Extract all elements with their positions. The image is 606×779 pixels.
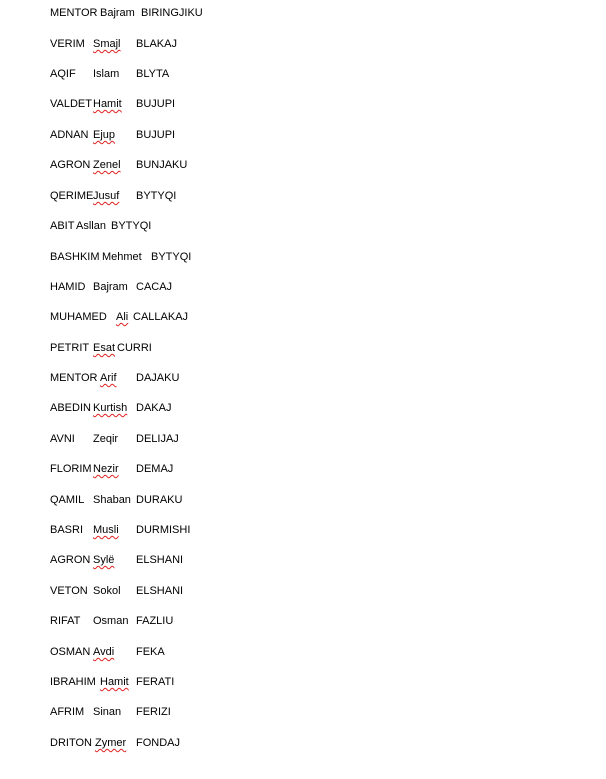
last-name: BLAKAJ [136, 38, 177, 50]
first-name: ABEDIN [50, 402, 91, 414]
last-name: CALLAKAJ [133, 311, 189, 323]
first-name: AVNI [50, 433, 75, 445]
first-name: ABIT [50, 220, 75, 232]
last-name: DURMISHI [136, 524, 191, 536]
middle-name: Sokol [93, 585, 121, 597]
first-name: DRITON [50, 737, 92, 749]
first-name: MENTOR [50, 372, 98, 384]
middle-name: Sylë [93, 554, 115, 566]
first-name: QAMIL [50, 494, 85, 506]
last-name: ELSHANI [136, 585, 184, 597]
middle-name: Osman [93, 615, 129, 627]
first-name: BASHKIM [50, 251, 100, 263]
first-name: BASRI [50, 524, 84, 536]
middle-name: Kurtish [93, 402, 128, 414]
first-name: RIFAT [50, 615, 81, 627]
middle-name: Zenel [93, 159, 121, 171]
last-name: BUJUPI [136, 129, 176, 141]
last-name: FEKA [136, 646, 165, 658]
first-name: ADNAN [50, 129, 89, 141]
last-name: BYTYQI [151, 251, 192, 263]
first-name: PETRIT [50, 342, 90, 354]
first-name: MUHAMED [50, 311, 107, 323]
last-name: ELSHANI [136, 554, 184, 566]
first-name: AGRON [50, 554, 91, 566]
last-name: FONDAJ [136, 737, 180, 749]
middle-name: Ali [116, 311, 129, 323]
last-name: CACAJ [136, 281, 173, 293]
last-name: BLYTA [136, 68, 170, 80]
first-name: AQIF [50, 68, 76, 80]
last-name: DAJAKU [136, 372, 180, 384]
last-name: FAZLIU [136, 615, 174, 627]
middle-name: Mehmet [102, 251, 142, 263]
middle-name: Esat [93, 342, 116, 354]
middle-name: Musli [93, 524, 119, 536]
middle-name: Ejup [93, 129, 116, 141]
last-name: BIRINGJIKU [141, 7, 203, 19]
first-name: MENTOR [50, 7, 98, 19]
last-name: BUNJAKU [136, 159, 188, 171]
middle-name: Jusuf [93, 190, 120, 202]
middle-name: Hamit [100, 676, 129, 688]
middle-name: Zeqir [93, 433, 119, 445]
last-name: DURAKU [136, 494, 183, 506]
first-name: FLORIM [50, 463, 92, 475]
last-name: BYTYQI [136, 190, 177, 202]
last-name: DEMAJ [136, 463, 174, 475]
middle-name: Shaban [93, 494, 131, 506]
middle-name: Bajram [93, 281, 128, 293]
middle-name: Islam [93, 68, 120, 80]
first-name: IBRAHIM [50, 676, 96, 688]
middle-name: Arif [100, 372, 117, 384]
last-name: BYTYQI [111, 220, 152, 232]
middle-name: Nezir [93, 463, 119, 475]
middle-name: Hamit [93, 98, 122, 110]
middle-name: Avdi [93, 646, 115, 658]
last-name: BUJUPI [136, 98, 176, 110]
first-name: OSMAN [50, 646, 91, 658]
last-name: DELIJAJ [136, 433, 179, 445]
first-name: QERIME [50, 190, 94, 202]
first-name: AGRON [50, 159, 91, 171]
first-name: AFRIM [50, 706, 85, 718]
middle-name: Bajram [100, 7, 135, 19]
first-name: VERIM [50, 38, 85, 50]
first-name: VALDET [50, 98, 92, 110]
middle-name: Asllan [76, 220, 106, 232]
last-name: FERIZI [136, 706, 171, 718]
last-name: CURRI [117, 342, 152, 354]
first-name: HAMID [50, 281, 86, 293]
last-name: FERATI [136, 676, 175, 688]
first-name: VETON [50, 585, 88, 597]
middle-name: Zymer [95, 737, 127, 749]
middle-name: Sinan [93, 706, 122, 718]
last-name: DAKAJ [136, 402, 172, 414]
middle-name: Smajl [93, 38, 121, 50]
